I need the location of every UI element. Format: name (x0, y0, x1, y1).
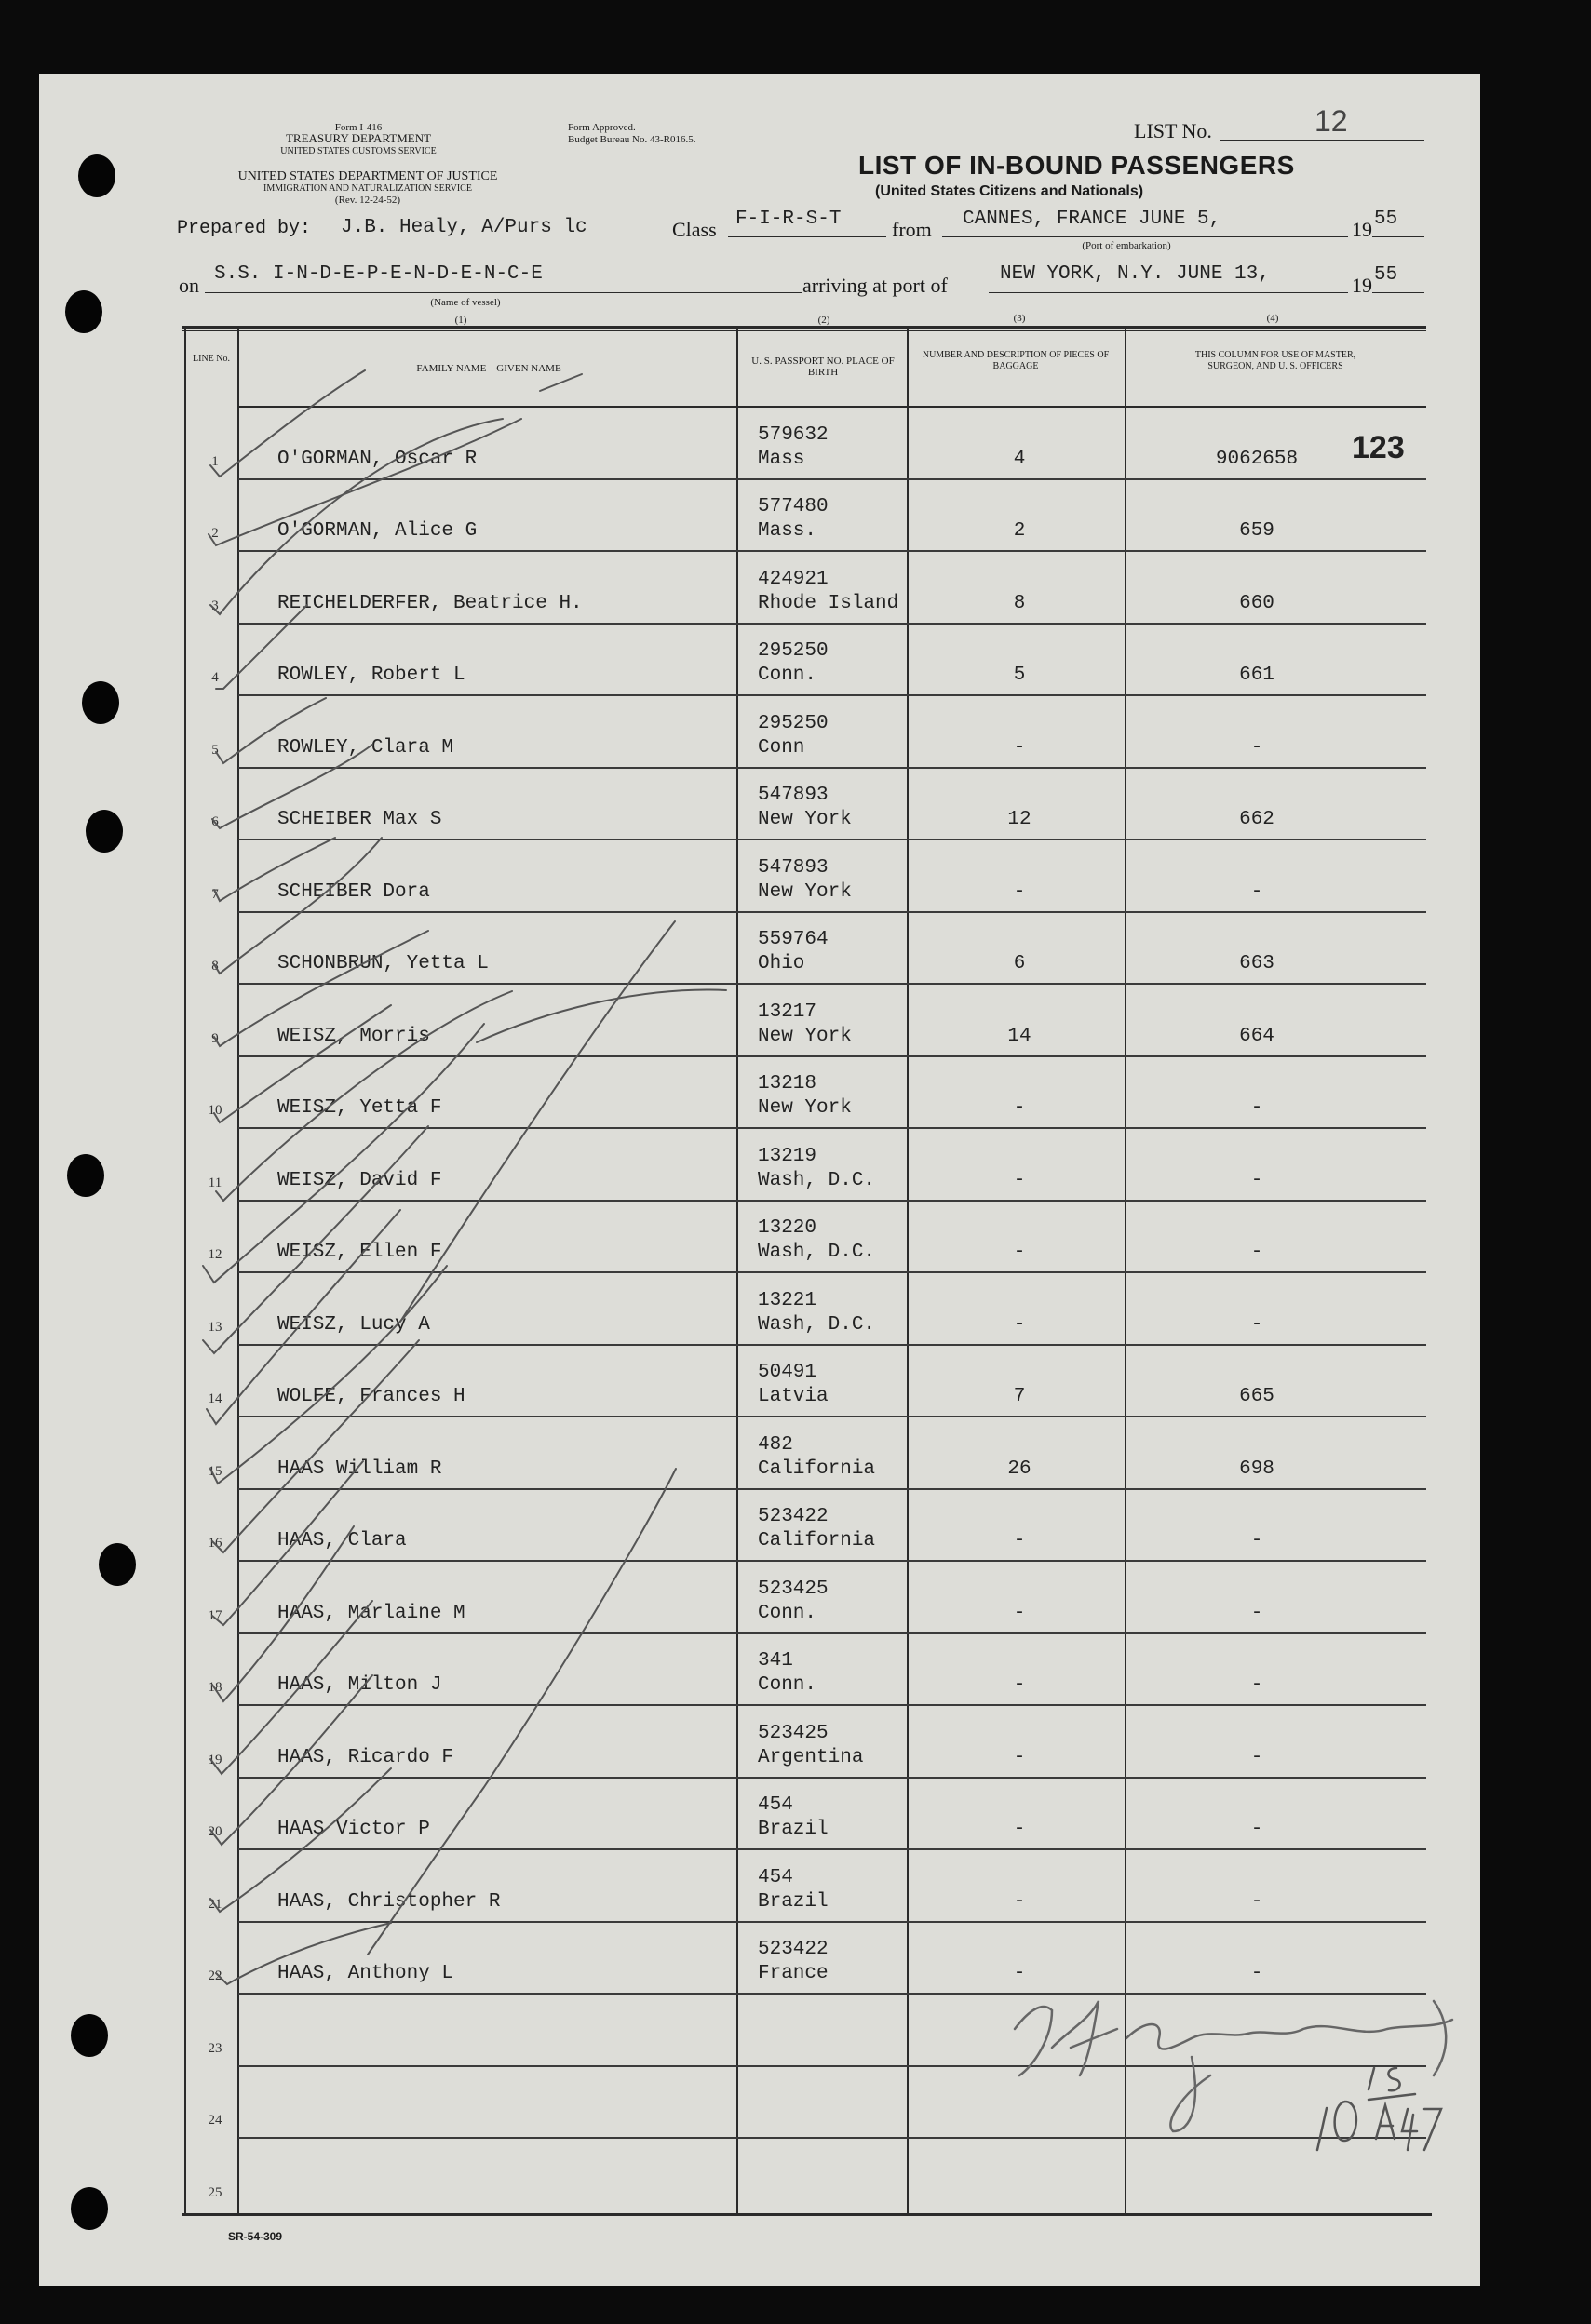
passport-number: 559764 (758, 929, 829, 950)
passport-number: 13221 (758, 1289, 817, 1311)
justice-dept: UNITED STATES DEPARTMENT OF JUSTICE (237, 169, 498, 183)
place-of-birth: Wash, D.C. (758, 1169, 876, 1191)
baggage-count: 14 (1007, 1025, 1031, 1047)
officer-number: - (1250, 1602, 1263, 1624)
form-code: SR-54-309 (228, 2230, 283, 2243)
place-of-birth: France (758, 1963, 829, 1984)
row-number: 6 (211, 814, 219, 829)
baggage-count: 7 (1013, 1386, 1026, 1407)
row-number: 16 (208, 1536, 222, 1551)
col-header-line-no: LINE No. (193, 354, 230, 364)
officer-number: - (1250, 1746, 1263, 1768)
on-label: on (179, 274, 199, 297)
passenger-name: ROWLEY, Clara M (277, 736, 454, 759)
year-2: 55 (1374, 264, 1398, 286)
place-of-birth: Rhode Island (758, 592, 899, 614)
page-subtitle: (United States Citizens and Nationals) (875, 183, 1144, 199)
col-num-2: (2) (817, 315, 830, 326)
officer-number: 664 (1239, 1025, 1274, 1047)
baggage-count: - (1013, 1890, 1026, 1913)
place-of-birth: Conn (758, 736, 805, 759)
passenger-name: REICHELDERFER, Beatrice H. (277, 592, 583, 614)
passport-number: 547893 (758, 785, 829, 806)
form-number: Form I-416 (334, 122, 383, 133)
row-number: 17 (208, 1607, 222, 1623)
row-number: 12 (208, 1247, 222, 1262)
passenger-name: HAAS William R (277, 1458, 442, 1480)
embarkation-label: (Port of embarkation) (1082, 240, 1171, 251)
treasury-dept: TREASURY DEPARTMENT (285, 131, 432, 145)
row-number: 14 (208, 1391, 222, 1406)
row-number: 21 (208, 1896, 222, 1912)
baggage-count: 12 (1007, 809, 1031, 830)
row-number: 22 (208, 1968, 222, 1983)
place-of-birth: New York (758, 1025, 852, 1047)
row-number: 1 (211, 453, 219, 469)
baggage-count: - (1013, 1963, 1026, 1984)
arrival-value: NEW YORK, N.Y. JUNE 13, (1000, 263, 1270, 285)
from-label: from (892, 218, 932, 241)
passenger-name: HAAS Victor P (277, 1819, 430, 1840)
row-number: 19 (208, 1752, 222, 1767)
officer-number: - (1250, 1242, 1263, 1263)
passport-number: 13217 (758, 1001, 817, 1023)
passport-number: 341 (758, 1650, 793, 1672)
passport-number: 13218 (758, 1073, 817, 1095)
place-of-birth: Mass. (758, 520, 817, 542)
passport-number: 579632 (758, 423, 829, 446)
passenger-name: HAAS, Anthony L (277, 1963, 454, 1984)
passport-number: 50491 (758, 1362, 817, 1383)
baggage-count: - (1013, 1674, 1026, 1696)
passenger-name: O'GORMAN, Oscar R (277, 448, 478, 470)
place-of-birth: Brazil (758, 1890, 829, 1913)
row-number: 7 (211, 886, 219, 902)
prepared-by-value: J.B. Healy, A/Purs lc (341, 217, 587, 238)
passenger-name: HAAS, Christopher R (277, 1890, 501, 1913)
officer-number: - (1250, 1530, 1263, 1552)
year-prefix-1: 19 (1352, 218, 1372, 241)
list-number: 12 (1315, 104, 1348, 138)
row-number: 20 (208, 1824, 222, 1839)
budget-bureau: Budget Bureau No. 43-R016.5. (568, 134, 696, 145)
place-of-birth: Brazil (758, 1819, 829, 1840)
customs-service: UNITED STATES CUSTOMS SERVICE (280, 146, 437, 156)
row-number: 4 (211, 670, 219, 685)
passport-number: 13220 (758, 1217, 817, 1239)
place-of-birth: Conn. (758, 665, 817, 686)
col-num-1: (1) (454, 315, 467, 326)
list-no-label: LIST No. (1134, 119, 1212, 142)
passport-number: 523422 (758, 1939, 829, 1960)
passport-number: 547893 (758, 856, 829, 879)
officer-number: 661 (1239, 665, 1274, 686)
officer-number: 663 (1239, 953, 1274, 974)
prepared-by-label: Prepared by: (177, 218, 312, 239)
officer-number: 660 (1239, 592, 1274, 614)
baggage-count: - (1013, 1819, 1026, 1840)
col-header-passport: U. S. PASSPORT NO. PLACE OF BIRTH (751, 356, 895, 378)
vessel-label: (Name of vessel) (430, 297, 501, 308)
baggage-count: 6 (1013, 953, 1026, 974)
officer-number: - (1250, 1963, 1263, 1984)
vessel-name: S.S. I-N-D-E-P-E-N-D-E-N-C-E (214, 263, 543, 285)
row-number: 23 (208, 2040, 222, 2056)
class-label: Class (672, 218, 717, 241)
ins-service: IMMIGRATION AND NATURALIZATION SERVICE (263, 183, 472, 194)
baggage-count: - (1013, 736, 1026, 759)
baggage-count: - (1013, 1602, 1026, 1624)
baggage-count: - (1013, 1746, 1026, 1768)
row-number: 9 (211, 1030, 219, 1046)
officer-number: - (1250, 1674, 1263, 1696)
baggage-count: 26 (1007, 1458, 1031, 1480)
baggage-count: 4 (1013, 448, 1026, 470)
row-number: 18 (208, 1680, 222, 1695)
row-number: 25 (208, 2184, 222, 2200)
place-of-birth: New York (758, 880, 852, 903)
passport-number: 454 (758, 1866, 793, 1888)
row-number: 13 (208, 1319, 222, 1335)
officer-number: 665 (1239, 1386, 1274, 1407)
officer-number: - (1250, 1097, 1263, 1119)
baggage-count: - (1013, 1242, 1026, 1263)
arriving-label: arriving at port of (802, 274, 948, 297)
officer-number: 9062658 (1215, 448, 1299, 470)
baggage-count: - (1013, 1530, 1026, 1552)
row-number: 24 (208, 2113, 222, 2128)
col-header-baggage: NUMBER AND DESCRIPTION OF PIECES OF BAGGAGE (922, 350, 1110, 371)
place-of-birth: Latvia (758, 1386, 829, 1407)
place-of-birth: Conn. (758, 1602, 817, 1624)
officer-number: 698 (1239, 1458, 1274, 1480)
officer-number: 662 (1239, 809, 1274, 830)
date-stamp (1317, 2068, 1441, 2150)
col-num-4: (4) (1266, 313, 1279, 324)
passenger-name: SCHEIBER Max S (277, 809, 442, 830)
row-number: 2 (211, 526, 219, 541)
place-of-birth: Wash, D.C. (758, 1242, 876, 1263)
row-number: 11 (208, 1175, 222, 1190)
passenger-name: WOLFE, Frances H (277, 1386, 465, 1407)
place-of-birth: New York (758, 1097, 852, 1119)
officer-number: - (1250, 1313, 1263, 1336)
col-num-3: (3) (1013, 313, 1026, 324)
passport-number: 424921 (758, 568, 829, 590)
passport-number: 295250 (758, 712, 829, 734)
from-value: CANNES, FRANCE JUNE 5, (963, 208, 1221, 230)
baggage-count: - (1013, 1169, 1026, 1191)
passport-number: 577480 (758, 496, 829, 517)
passport-number: 523425 (758, 1722, 829, 1744)
place-of-birth: Argentina (758, 1746, 864, 1768)
annotation-123: 123 (1352, 430, 1405, 465)
baggage-count: - (1013, 880, 1026, 903)
baggage-count: - (1013, 1097, 1026, 1119)
officer-number: - (1250, 880, 1263, 903)
form-approved: Form Approved. (568, 122, 636, 133)
row-number: 15 (208, 1463, 222, 1479)
passenger-name: WEISZ, Yetta F (277, 1097, 442, 1119)
place-of-birth: Ohio (758, 953, 805, 974)
officer-number: - (1250, 1819, 1263, 1840)
place-of-birth: Wash, D.C. (758, 1313, 876, 1336)
passenger-name: WEISZ, David F (277, 1169, 442, 1191)
passenger-name: ROWLEY, Robert L (277, 665, 465, 686)
passenger-name: HAAS, Clara (277, 1530, 407, 1552)
passport-number: 482 (758, 1433, 793, 1456)
baggage-count: 8 (1013, 592, 1026, 614)
class-value: F-I-R-S-T (735, 208, 842, 230)
baggage-count: - (1013, 1313, 1026, 1336)
baggage-count: 5 (1013, 665, 1026, 686)
revision: (Rev. 12-24-52) (334, 195, 401, 206)
place-of-birth: New York (758, 809, 852, 830)
officer-number: - (1250, 1169, 1263, 1191)
passenger-name: WEISZ, Ellen F (277, 1242, 442, 1263)
passport-number: 454 (758, 1794, 793, 1816)
passport-number: 295250 (758, 640, 829, 662)
place-of-birth: California (758, 1458, 876, 1480)
passenger-name: SCHEIBER Dora (277, 880, 430, 903)
row-number: 10 (208, 1103, 222, 1118)
passport-number: 523422 (758, 1506, 829, 1527)
officer-number: 659 (1239, 520, 1274, 542)
passenger-name: SCHONBRUN, Yetta L (277, 953, 489, 974)
passport-number: 13219 (758, 1145, 817, 1167)
passport-number: 523425 (758, 1578, 829, 1600)
baggage-count: 2 (1013, 520, 1026, 542)
place-of-birth: Conn. (758, 1674, 817, 1696)
page-title: LIST OF IN-BOUND PASSENGERS (858, 151, 1295, 180)
officer-number: - (1250, 1890, 1263, 1913)
year-1: 55 (1374, 208, 1398, 230)
col-header-officers: THIS COLUMN FOR USE OF MASTER, SURGEON, AND U. S. OFFICERS (1194, 350, 1356, 371)
passenger-name: WEISZ, Morris (277, 1025, 430, 1047)
passenger-name: HAAS, Ricardo F (277, 1746, 454, 1768)
row-number: 5 (211, 742, 219, 758)
passenger-name: O'GORMAN, Alice G (277, 520, 478, 542)
passenger-name: HAAS, Milton J (277, 1674, 442, 1696)
row-number: 3 (211, 598, 219, 613)
place-of-birth: Mass (758, 448, 805, 470)
place-of-birth: California (758, 1530, 876, 1552)
officer-number: - (1250, 736, 1263, 759)
passenger-name: WEISZ, Lucy A (277, 1313, 430, 1336)
year-prefix-2: 19 (1352, 274, 1372, 297)
col-header-name: FAMILY NAME—GIVEN NAME (416, 363, 561, 374)
row-number: 8 (211, 959, 219, 974)
passenger-name: HAAS, Marlaine M (277, 1602, 465, 1624)
